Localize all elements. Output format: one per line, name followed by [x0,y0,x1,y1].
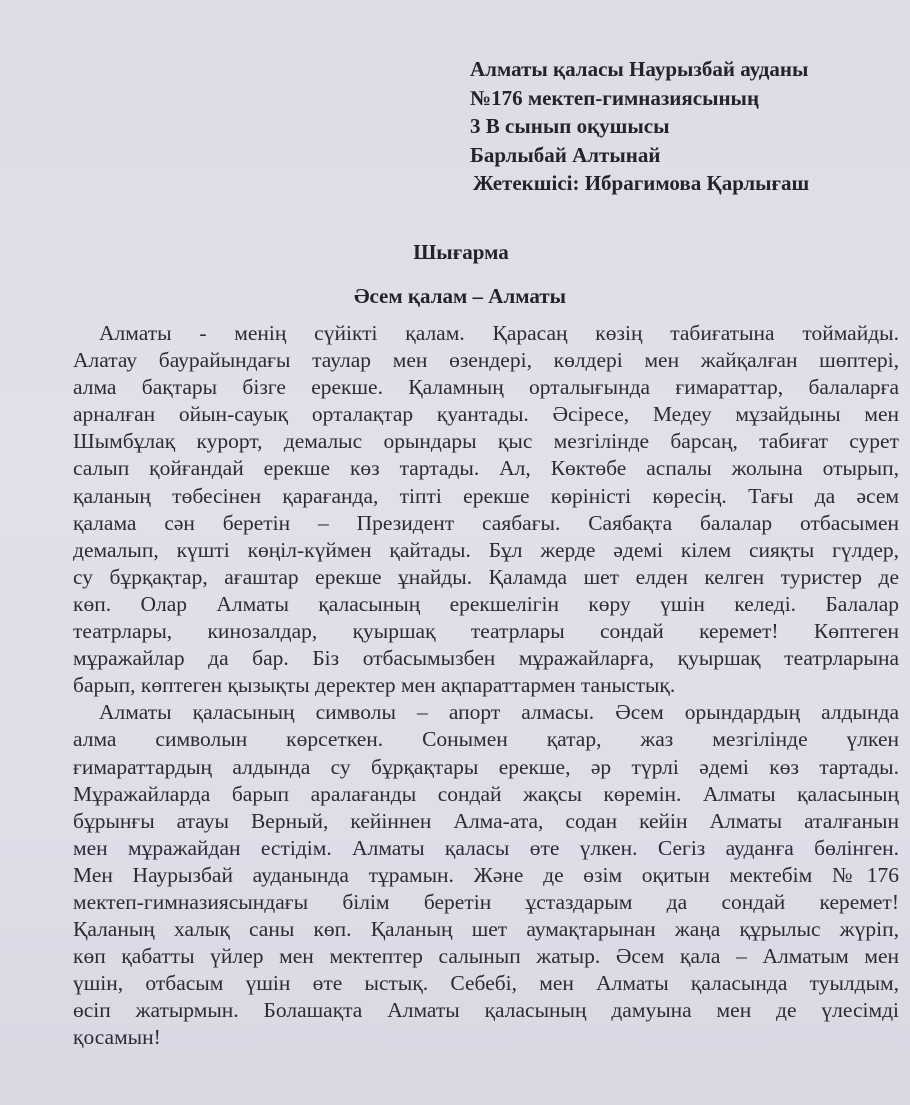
paragraph-line: мектеп-гимназиясындағы білім беретін ұстаздарым да сондай керемет! [73,889,899,914]
paragraph-line: алма символын көрсеткен. Сонымен қатар, жаз мезгілінде үлкен [73,727,899,752]
paragraph-line: бұрынғы атауы Верный, кейіннен Алма-ата, содан кейін Алматы аталғанын [73,808,899,833]
paragraph-line: үшін, отбасым үшін өте ыстық. Себебі, мен Алматы қаласында туылдым, [73,971,899,996]
author-info-class: 3 В сынып оқушысы [470,114,670,138]
paragraph-line: қалама сән беретін – Президент саябағы. Саябақта балалар отбасымен [73,510,899,535]
paragraph-line: Мұражайларда барып аралағанды сондай жақсы көремін. Алматы қаласының [73,781,899,806]
document-title: Шығарма [413,240,509,264]
paragraph-line: алма бақтары бізге ерекше. Қаламның орталығында ғимараттар, балаларға [73,375,899,400]
paragraph-line: барып, көптеген қызықты деректер мен ақпараттармен таныстық. [73,673,676,698]
paragraph-line: мен мұражайдан естідім. Алматы қаласы өте үлкен. Сегіз ауданға бөлінген. [73,835,899,860]
paragraph [73,320,899,699]
paragraph-line: Алматы қаласының символы – апорт алмасы. Әсем орындардың алдында [99,700,899,725]
paragraph-line: театрлары, кинозалдар, қуыршақ театрлары сондай керемет! Көптеген [73,619,899,644]
paragraph [73,699,899,1051]
author-info-district: Алматы қаласы Наурызбай ауданы [470,57,809,81]
paragraph-line: Шымбұлақ курорт, демалыс орындары қыс мезгілінде барсаң, табиғат сурет [73,429,899,454]
paragraph-line: қосамын! [73,1025,161,1050]
author-info-school: №176 мектеп-гимназиясының [470,85,760,110]
essay-body [73,320,899,1052]
paragraph-line: арналған ойын-сауық орталақтар қуантады. Әсіресе, Медеу мұзайдыны мен [73,402,899,427]
paragraph-line: Мен Наурызбай ауданында тұрамын. Және де өзім оқитын мектебім №176 [73,862,899,887]
author-info-student-name: Барлыбай Алтынай [470,142,661,167]
author-info-block [470,55,809,198]
paragraph-line: Қаланың халық саны көп. Қаланың шет аумақтарынан жаңа құрылыс жүріп, [73,917,899,942]
paragraph-line: көп қабатты үйлер мен мектептер салынып жатыр. Әсем қала – Алматым мен [73,944,899,969]
paragraph-line: көп. Олар Алматы қаласының ерекшелігін көру үшін келеді. Балалар [73,591,899,616]
paragraph-line: салып қойғандай ерекше көз тартады. Ал, Көктөбе аспалы жолына отырып, [73,456,899,481]
paragraph-line: демалып, күшті көңіл-күймен қайтады. Бұл жерде әдемі кілем сияқты гүлдер, [73,537,899,562]
paragraph-line: өсіп жатырмын. Болашақта Алматы қаласының дамуына мен де үлесімді [73,998,899,1023]
paragraph-line: Алматы - менің сүйікті қалам. Қарасаң көзің табиғатына тоймайды. [99,321,899,345]
author-info-supervisor: Жетекшісі: Ибрагимова Қарлығаш [473,171,810,195]
paragraph-line: Алатау баурайындағы таулар мен өзендері, көлдері мен жайқалған шөптері, [73,348,899,373]
paragraph-line: су бұрқақтар, ағаштар ерекше ұнайды. Қаламда шет елден келген туристер де [73,564,899,589]
paragraph-line: мұражайлар да бар. Біз отбасымызбен мұражайларға, қуыршақ театрларына [73,646,899,671]
paragraph-line: қаланың төбесінен қарағанда, тіпті ерекше көріністі көресің. Тағы да әсем [73,483,899,508]
paragraph-line: ғимараттардың алдында су бұрқақтары ерекше, әр түрлі әдемі көз тартады. [73,754,899,779]
essay-title: Әсем қалам – Алматы [353,284,567,308]
